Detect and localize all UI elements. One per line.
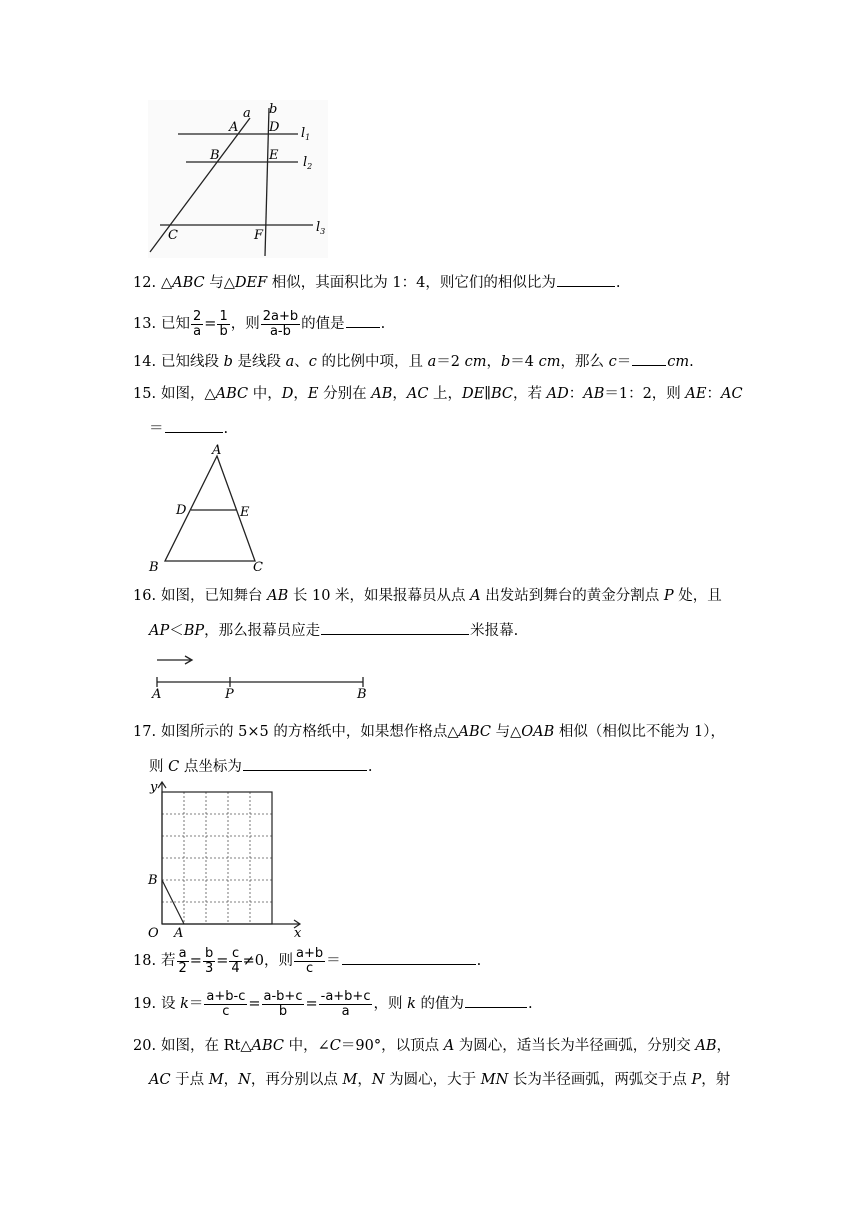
label-A: A [212, 443, 222, 458]
figure-parallel-lines [148, 100, 333, 260]
segment-ba [162, 880, 184, 924]
label-A: A [229, 120, 239, 135]
figure-triangle-abc [145, 443, 270, 575]
label-D: D [269, 120, 280, 135]
fraction: $\frac{a}{2}$ [178, 945, 187, 976]
fraction: $\frac{b}{3}$ [204, 945, 214, 976]
label-l1: $l_1$ [301, 126, 311, 142]
question-16-line2: AP＜BP，那么报幕员应走 米报幕. [149, 620, 518, 641]
label-O: O [148, 926, 159, 940]
label-l2: $l_2$ [303, 155, 313, 171]
label-C: C [253, 560, 263, 575]
label-B: B [210, 148, 220, 163]
label-y: y [150, 780, 158, 795]
question-15: 15. 如图，△ABC 中，D，E 分别在 AB，AC 上，DE∥BC，若 AD：AB＝1：2，则 AE：AC [133, 386, 743, 402]
question-number: 12. [133, 275, 157, 291]
answer-blank[interactable] [165, 418, 223, 433]
answer-blank[interactable] [632, 351, 666, 366]
label-A: A [152, 687, 162, 702]
label-b: b [269, 102, 278, 117]
label-E: E [269, 148, 279, 163]
label-B: B [149, 560, 159, 575]
label-B: B [148, 873, 158, 888]
label-x: x [294, 926, 302, 940]
label-E: E [240, 505, 250, 520]
label-P: P [225, 687, 234, 702]
answer-blank[interactable] [346, 313, 380, 328]
fraction: $\frac{a+b}{c}$ [296, 945, 324, 976]
fraction: $\frac{2}{a}$ [193, 308, 202, 339]
question-20-line2: AC 于点 M，N，再分别以点 M，N 为圆心，大于 MN 长为半径画弧，两弧交于点 P，射 [149, 1072, 731, 1088]
question-13: 13. 已知 $\frac{2}{a}$ = $\frac{1}{b}$ ，则 $\frac{2a+b}{a-b}$ 的值是 . [133, 308, 386, 339]
figure-stage-segment [145, 650, 375, 702]
question-19: 19. 设 k＝ $\frac{a+b-c}{c}$ = $\frac{a-b+c}{b}$ = $\frac{-a+b+c}{a}$ ，则 k 的值为 . [133, 988, 533, 1019]
label-B: B [357, 687, 367, 702]
question-17-line2: 则 C 点坐标为 . [149, 756, 372, 777]
question-20: 20. 如图，在 Rt△ABC 中，∠C＝90°，以顶点 A 为圆心，适当长为半径画弧，分别交 AB， [133, 1038, 732, 1054]
answer-blank[interactable] [465, 993, 527, 1008]
label-l3: $l_3$ [316, 220, 326, 236]
answer-blank[interactable] [557, 272, 615, 287]
label-D: D [176, 503, 187, 518]
question-16: 16. 如图，已知舞台 AB 长 10 米，如果报幕员从点 A 出发站到舞台的黄金分割点 P 处，且 [133, 588, 722, 604]
label-C: C [168, 228, 178, 243]
question-15-line2: ＝ . [149, 418, 228, 439]
fraction: $\frac{2a+b}{a-b}$ [262, 308, 299, 339]
question-14: 14. 已知线段 b 是线段 a、c 的比例中项，且 a＝2 cm，b＝4 cm，那么 c＝ cm. [133, 351, 694, 372]
fraction: $\frac{c}{4}$ [231, 945, 240, 976]
answer-blank[interactable] [321, 620, 469, 635]
label-A: A [174, 926, 184, 940]
fraction: $\frac{a-b+c}{b}$ [263, 988, 303, 1019]
answer-blank[interactable] [243, 756, 367, 771]
figure-grid-5x5 [144, 780, 309, 940]
question-17: 17. 如图所示的 5×5 的方格纸中，如果想作格点△ABC 与△OAB 相似（相似比不能为 1）， [133, 724, 725, 740]
label-F: F [254, 228, 264, 243]
question-12: 12. △ABC 与△DEF 相似，其面积比为 1：4，则它们的相似比为 . [133, 272, 620, 293]
fraction: $\frac{a+b-c}{c}$ [206, 988, 246, 1019]
answer-blank[interactable] [342, 950, 476, 965]
fraction: $\frac{-a+b+c}{a}$ [320, 988, 371, 1019]
fraction: $\frac{1}{b}$ [219, 308, 228, 339]
question-18: 18. 若 $\frac{a}{2}$ = $\frac{b}{3}$ = $\frac{c}{4}$ ≠0，则 $\frac{a+b}{c}$ ＝ . [133, 945, 482, 976]
label-a: a [243, 106, 251, 121]
